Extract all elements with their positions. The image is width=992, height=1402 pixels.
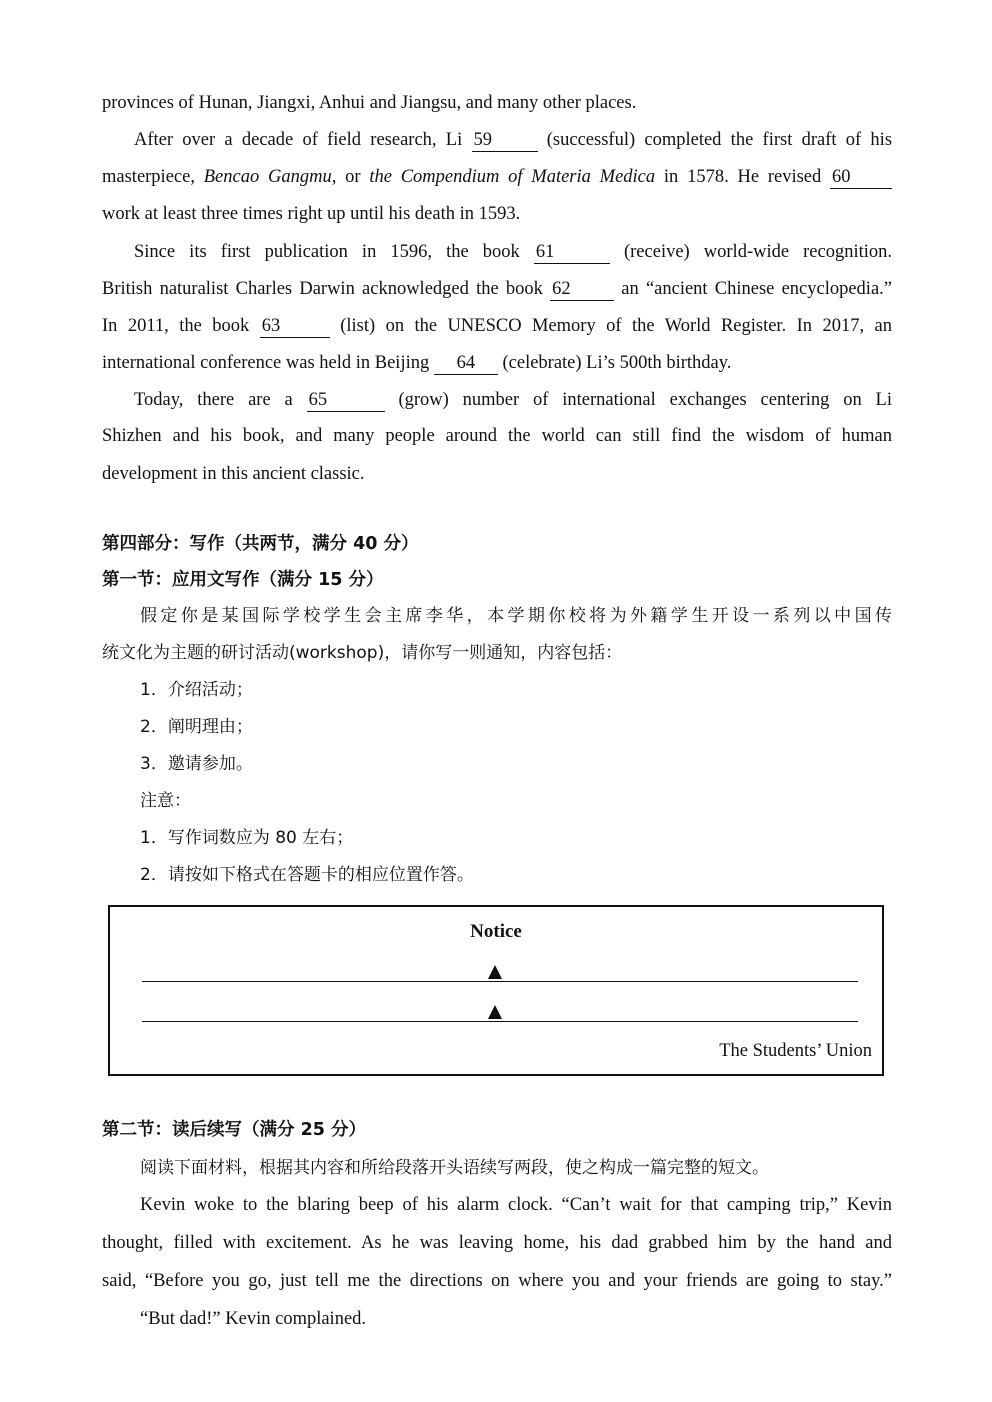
text: (celebrate) Li’s 500th birthday. bbox=[502, 353, 732, 373]
content-item-3: 3．邀请参加。 bbox=[140, 754, 253, 774]
text: In 2011, the book bbox=[102, 316, 250, 336]
story-line-3: said, “Before you go, just tell me the directions on where you and your friends are going to stay.” bbox=[102, 1271, 892, 1291]
passage-line-10: Shizhen and his book, and many people around the world can still find the wisdom of human bbox=[102, 426, 892, 446]
blank-60[interactable]: 60 bbox=[830, 166, 892, 189]
text: or bbox=[345, 167, 361, 187]
notice-answer-box bbox=[108, 905, 884, 1076]
blank-65[interactable]: 65 bbox=[307, 389, 385, 412]
note-item-2: 2．请按如下格式在答题卡的相应位置作答。 bbox=[140, 865, 474, 885]
passage-line-7 bbox=[102, 313, 892, 339]
triangle-marker-icon bbox=[488, 1005, 502, 1019]
text: (grow) number of international exchanges centering on Li bbox=[398, 390, 892, 410]
section1-prompt-line-1: 假定你是某国际学校学生会主席李华，本学期你校将为外籍学生开设一系列以中国传 bbox=[140, 606, 892, 626]
notice-signature: The Students’ Union bbox=[719, 1041, 872, 1061]
passage-line-2 bbox=[134, 127, 892, 153]
book-title-english: the Compendium of Materia Medica bbox=[369, 167, 656, 187]
text: (list) on the UNESCO Memory of the World Register. In 2017, an bbox=[340, 316, 893, 336]
story-line-4: “But dad!” Kevin complained. bbox=[140, 1309, 367, 1329]
passage-line-8 bbox=[102, 350, 892, 376]
passage-line-1: provinces of Hunan, Jiangxi, Anhui and Jiangsu, and many other places. bbox=[102, 93, 637, 113]
text: (receive) world-wide recognition. bbox=[623, 242, 893, 262]
passage-line-4: work at least three times right up until his death in 1593. bbox=[102, 204, 521, 224]
blank-59[interactable]: 59 bbox=[472, 129, 538, 152]
section1-prompt-line-2: 统文化为主题的研讨活动(workshop)，请你写一则通知，内容包括： bbox=[102, 643, 623, 663]
story-line-2: thought, filled with excitement. As he was leaving home, his dad grabbed him by the hand and bbox=[102, 1233, 892, 1253]
section2-heading: 第二节：读后续写（满分 25 分） bbox=[102, 1120, 367, 1140]
text: After over a decade of field research, Li bbox=[134, 130, 463, 150]
writing-line-1[interactable] bbox=[142, 981, 858, 982]
story-line-1: Kevin woke to the blaring beep of his alarm clock. “Can’t wait for that camping trip,” Kevin bbox=[140, 1195, 892, 1215]
passage-line-9 bbox=[134, 387, 892, 413]
text: masterpiece, bbox=[102, 167, 195, 187]
note-label: 注意： bbox=[140, 791, 191, 811]
blank-62[interactable]: 62 bbox=[550, 278, 614, 301]
text: in 1578. He revised bbox=[663, 167, 822, 187]
passage-line-6 bbox=[102, 276, 892, 302]
text: (successful) completed the first draft of his bbox=[546, 130, 893, 150]
book-title-pinyin: Bencao Gangmu, bbox=[203, 167, 337, 187]
section2-instruction: 阅读下面材料，根据其内容和所给段落开头语续写两段，使之构成一篇完整的短文。 bbox=[140, 1158, 769, 1178]
section1-heading: 第一节：应用文写作（满分 15 分） bbox=[102, 570, 384, 590]
triangle-marker-icon bbox=[488, 965, 502, 979]
blank-61[interactable]: 61 bbox=[534, 241, 610, 264]
notice-title: Notice bbox=[470, 921, 522, 942]
text: British naturalist Charles Darwin acknowledged the book bbox=[102, 279, 543, 299]
text: Since its first publication in 1596, the book bbox=[134, 242, 520, 262]
passage-line-11: development in this ancient classic. bbox=[102, 464, 365, 484]
blank-63[interactable]: 63 bbox=[260, 315, 330, 338]
part4-heading: 第四部分：写作（共两节，满分 40 分） bbox=[102, 534, 419, 554]
text: international conference was held in Beijing bbox=[102, 353, 430, 373]
passage-line-5 bbox=[134, 239, 892, 265]
text: Today, there are a bbox=[134, 390, 293, 410]
content-item-2: 2．阐明理由； bbox=[140, 717, 253, 737]
blank-64[interactable]: 64 bbox=[434, 352, 498, 375]
note-item-1: 1．写作词数应为 80 左右； bbox=[140, 828, 354, 848]
content-item-1: 1．介绍活动； bbox=[140, 680, 253, 700]
passage-line-3 bbox=[102, 164, 892, 190]
writing-line-2[interactable] bbox=[142, 1021, 858, 1022]
text: an “ancient Chinese encyclopedia.” bbox=[621, 279, 892, 299]
